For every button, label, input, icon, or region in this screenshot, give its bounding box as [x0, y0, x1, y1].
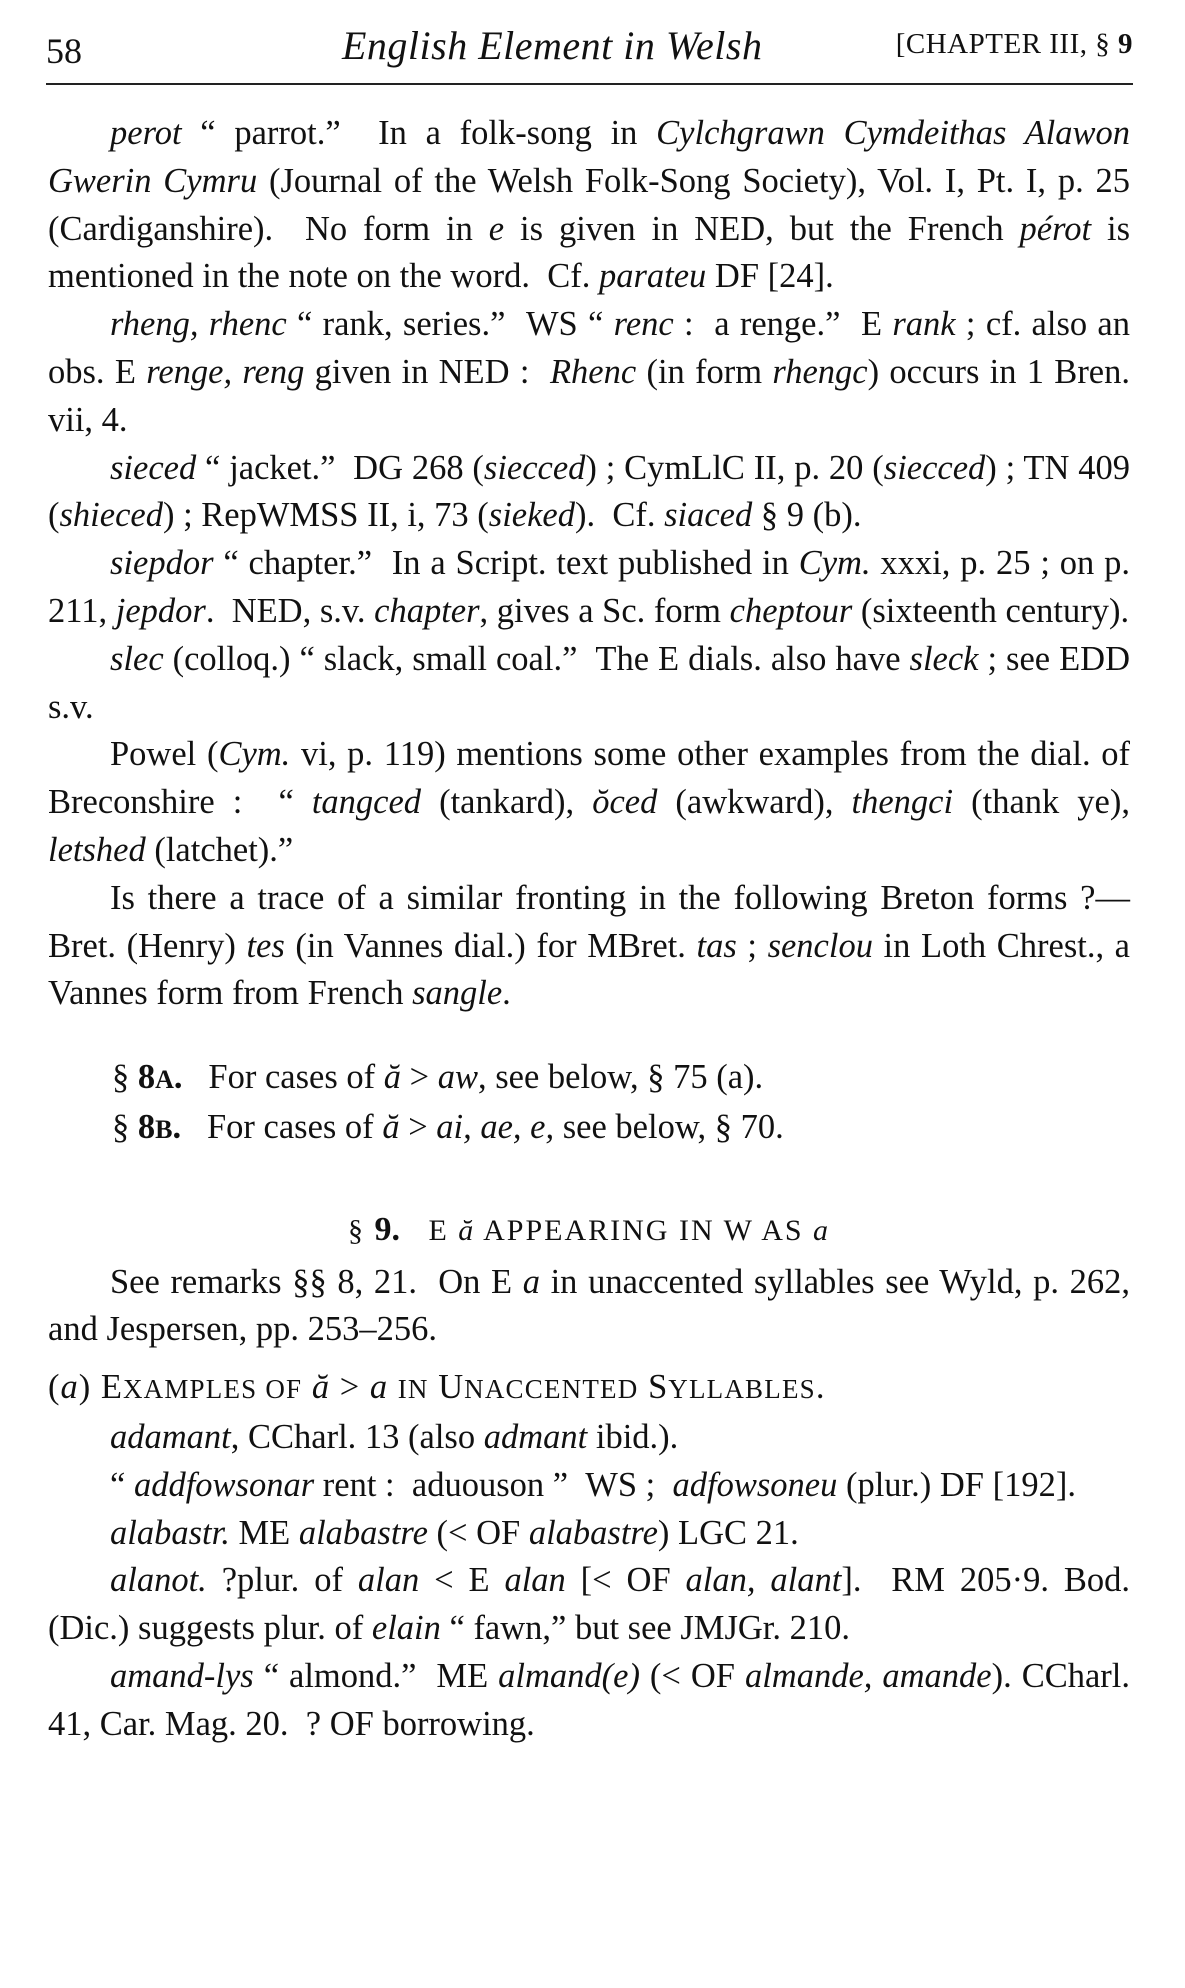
entry-paragraph: rheng, rhenc “ rank, series.” WS “ renc : a renge.” E rank ; cf. also an obs. E renge, reng given in NED : Rhenc (in form rhengc) occurs in 1 Bren. vii, 4.	[48, 305, 1130, 439]
example-entry: alabastr. ME alabastre (< OF alabastre) LGC 21.	[110, 1513, 799, 1552]
section-9-heading: § 9. E ă APPEARING IN W AS a	[347, 1210, 831, 1248]
example-entry: “ addfowsonar rent : aduouson ” WS ; adfowsoneu (plur.) DF [192].	[110, 1465, 1076, 1504]
entry-paragraph: Is there a trace of a similar fronting in the following Breton forms ?—Bret. (Henry) tes (in Vannes dial.) for MBret. tas ; senclou in Loth Chrest., a Vannes form from French sangle.	[48, 878, 1130, 1013]
chapter-reference-section: 9	[1118, 28, 1133, 60]
examples-section	[48, 1414, 1130, 1749]
example-entry: adamant, CCharl. 13 (also admant ibid.).	[110, 1417, 679, 1456]
header-rule	[46, 83, 1133, 85]
subsection-a-heading: (a) EXAMPLES OF ă > a IN UNACCENTED SYLLABLES.	[48, 1368, 826, 1407]
page-body	[48, 110, 1130, 1749]
entry-paragraph: Powel (Cym. vi, p. 119) mentions some other examples from the dial. of Breconshire : “ tangced (tankard), ŏced (awkward), thengci (thank ye), letshed (latchet).”	[48, 735, 1130, 869]
chapter-reference-prefix: [CHAPTER III, §	[895, 28, 1118, 60]
page-header	[46, 22, 1133, 74]
running-title: English Element in Welsh	[342, 23, 763, 68]
entries-section	[48, 110, 1130, 1018]
example-entry: amand-lys “ almond.” ME almand(e) (< OF almande, amande). CCharl. 41, Car. Mag. 20. ? OF borrowing.	[48, 1656, 1130, 1743]
entry-paragraph: sieced “ jacket.” DG 268 (siecced) ; CymLlC II, p. 20 (siecced) ; TN 409 (shieced) ; RepWMSS II, i, 73 (sieked). Cf. siaced § 9 (b).	[48, 448, 1130, 535]
section-8b: § 8B. For cases of ă > ai, ae, e, see below, § 70.	[112, 1107, 784, 1146]
section-9-remarks: See remarks §§ 8, 21. On E a in unaccented syllables see Wyld, p. 262, and Jespersen, pp. 253–256.	[48, 1262, 1130, 1349]
entry-paragraph: perot “ parrot.” In a folk-song in Cylchgrawn Cymdeithas Alawon Gwerin Cymru (Journal of the Welsh Folk-Song Society), Vol. I, Pt. I, p. 25 (Cardiganshire). No form in e is given in NED, but the French pérot is mentioned in the note on the word. Cf. parateu DF [24].	[48, 114, 1130, 296]
section-8a: § 8A. For cases of ă > aw, see below, § 75 (a).	[112, 1058, 764, 1097]
example-entry: alanot. ?plur. of alan < E alan [< OF alan, alant]. RM 205·9. Bod. (Dic.) suggests plur. of elain “ fawn,” but see JMJGr. 210.	[48, 1561, 1130, 1648]
entry-paragraph: slec (colloq.) “ slack, small coal.” The E dials. also have sleck ; see EDD s.v.	[48, 639, 1130, 726]
entry-paragraph: siepdor “ chapter.” In a Script. text published in Cym. xxxi, p. 25 ; on p. 211, jepdor. NED, s.v. chapter, gives a Sc. form cheptour (sixteenth century).	[48, 544, 1130, 630]
chapter-reference	[896, 28, 1133, 61]
section-8-crossrefs	[48, 1054, 1130, 1154]
page-number: 58	[46, 31, 82, 71]
